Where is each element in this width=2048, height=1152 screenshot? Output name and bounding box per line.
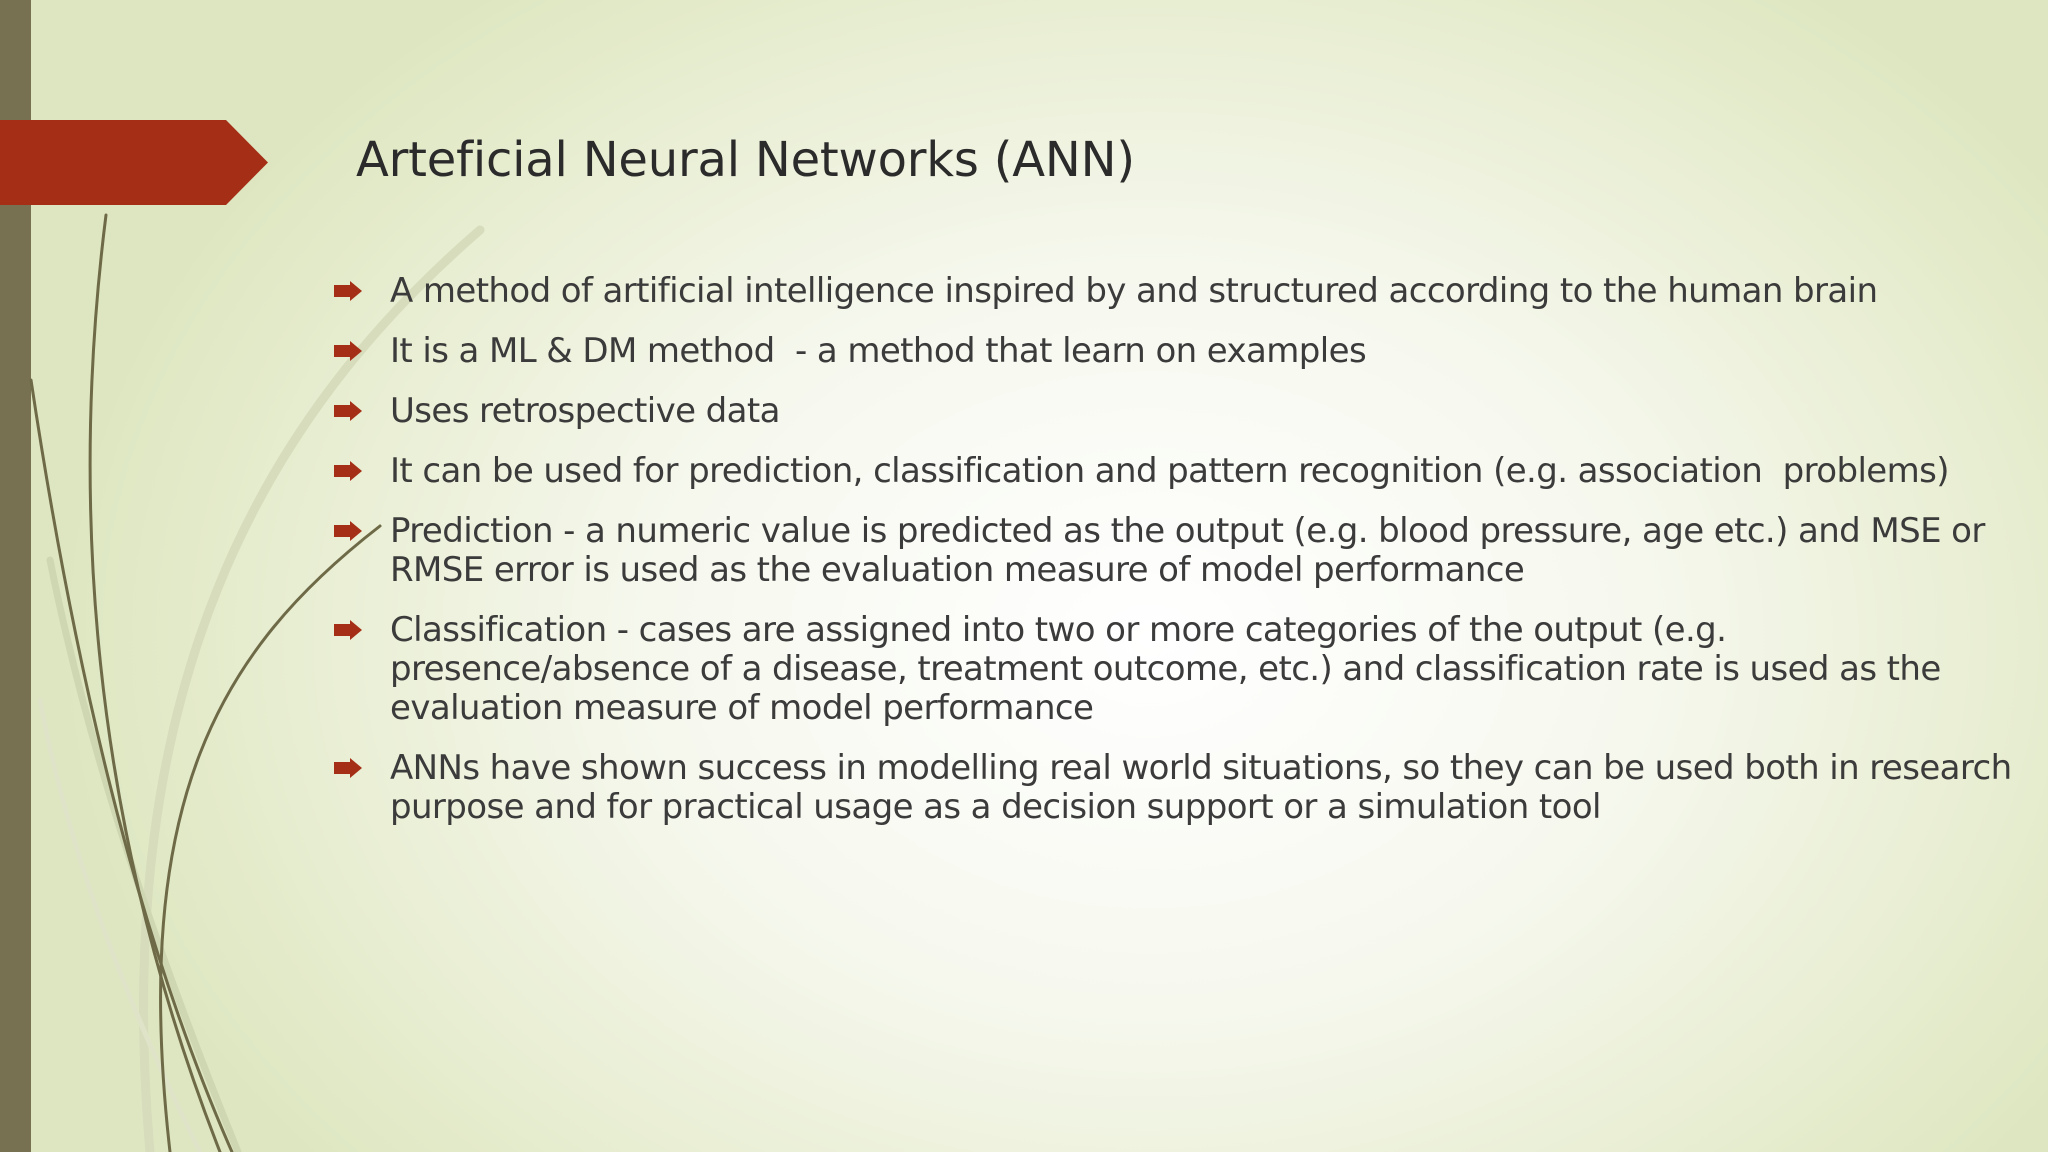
title-flag-shape [0, 120, 268, 205]
bullet-text: Uses retrospective data [390, 391, 780, 431]
list-item [332, 272, 2022, 311]
arrow-right-icon [334, 341, 362, 361]
arrow-right-icon [334, 758, 362, 778]
arrow-right-icon [334, 620, 362, 640]
arrow-right-icon [334, 401, 362, 421]
bullet-list [332, 272, 2022, 848]
bullet-text: Classification - cases are assigned into two or more categories of the output (e.g. presence/absence of a disease, treatment outcome, etc.) and classification rate is used as the evaluation measure of model performance [390, 610, 1941, 728]
list-item [332, 749, 2022, 827]
list-item [332, 611, 2022, 728]
slide-title: Arteficial Neural Networks (ANN) [356, 132, 1135, 188]
bullet-text: ANNs have shown success in modelling real world situations, so they can be used both in research purpose and for practical usage as a decision support or a simulation tool [390, 748, 2012, 827]
list-item [332, 512, 2022, 590]
bullet-text: It can be used for prediction, classification and pattern recognition (e.g. association problems) [390, 451, 1949, 491]
bullet-text: Prediction - a numeric value is predicted as the output (e.g. blood pressure, age etc.) and MSE or RMSE error is used as the evaluation measure of model performance [390, 511, 1985, 590]
bullet-text: A method of artificial intelligence inspired by and structured according to the human brain [390, 271, 1878, 311]
arrow-right-icon [334, 461, 362, 481]
arrow-right-icon [334, 521, 362, 541]
arrow-right-icon [334, 281, 362, 301]
bullet-text: It is a ML & DM method - a method that learn on examples [390, 331, 1367, 371]
list-item [332, 452, 2022, 491]
list-item [332, 332, 2022, 371]
list-item [332, 392, 2022, 431]
